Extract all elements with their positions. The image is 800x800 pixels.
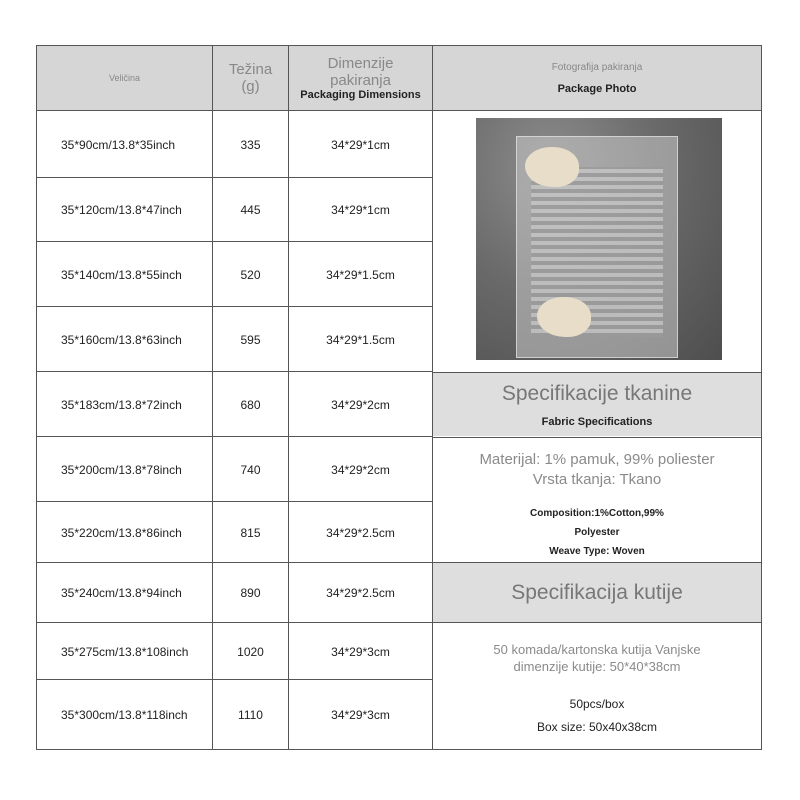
row-size-cell (37, 502, 212, 563)
row-size-cell-text: 35*90cm/13.8*35inch (61, 137, 176, 152)
row-dimensions-cell-text: 34*29*2cm (331, 462, 390, 477)
row-size-cell-text: 35*300cm/13.8*118inch (61, 708, 188, 722)
header-dimensions-cell (289, 46, 432, 110)
table-divider (36, 177, 433, 178)
box-spec-en (433, 692, 761, 740)
row-weight-cell (213, 563, 288, 623)
fabric-composition-en: Composition:1%Cotton,99% (530, 507, 664, 519)
header-weight-cell (213, 46, 288, 110)
row-weight-cell-text: 1110 (238, 708, 263, 722)
row-weight-cell (213, 372, 288, 437)
header-photo-cell (433, 46, 761, 110)
header-weight-label: Težina (g) (228, 61, 273, 95)
row-size-cell (37, 563, 212, 623)
row-dimensions-cell-text: 34*29*2.5cm (326, 525, 395, 540)
box-size-en: Box size: 50x40x38cm (536, 720, 658, 734)
row-size-cell-text: 35*120cm/13.8*47inch (61, 203, 182, 217)
header-photo-label-local: Fotografija pakiranja (551, 61, 643, 73)
row-size-cell (37, 242, 212, 307)
row-size-cell (37, 111, 212, 178)
row-dimensions-cell (289, 307, 432, 372)
table-divider (432, 622, 762, 623)
row-size-cell-text: 35*220cm/13.8*86inch (61, 525, 182, 540)
row-dimensions-cell (289, 372, 432, 437)
table-divider (36, 622, 433, 623)
row-weight-cell (213, 437, 288, 502)
fabric-spec-title-local: Specifikacije tkanine (501, 381, 693, 405)
box-desc-local-2: dimenzije kutije: 50*40*38cm (513, 659, 681, 674)
row-dimensions-cell (289, 111, 432, 178)
row-size-cell-text: 35*140cm/13.8*55inch (61, 267, 182, 282)
row-size-cell-text: 35*183cm/13.8*72inch (61, 397, 182, 412)
row-weight-cell (213, 623, 288, 680)
box-spec-header (433, 563, 761, 622)
fabric-polyester-en: Polyester (574, 526, 620, 538)
row-weight-cell-text: 520 (240, 267, 261, 282)
package-bag-image (516, 136, 678, 358)
row-weight-cell (213, 178, 288, 242)
row-dimensions-cell (289, 242, 432, 307)
row-dimensions-cell (289, 680, 432, 750)
row-weight-cell-text: 740 (240, 462, 261, 477)
table-divider (36, 241, 433, 242)
row-weight-cell-text: 680 (240, 397, 261, 412)
row-dimensions-cell (289, 437, 432, 502)
table-divider (36, 306, 433, 307)
table-divider (432, 562, 762, 563)
table-divider (36, 562, 433, 563)
fabric-weave-local: Vrsta tkanja: Tkano (532, 471, 662, 488)
row-weight-cell (213, 242, 288, 307)
row-dimensions-cell (289, 563, 432, 623)
fabric-spec-header (433, 373, 761, 436)
row-weight-cell-text: 335 (240, 137, 261, 152)
fabric-spec-en (433, 503, 761, 561)
box-pcs-en: 50pcs/box (569, 697, 625, 711)
row-weight-cell (213, 111, 288, 178)
row-size-cell (37, 437, 212, 502)
row-dimensions-cell (289, 502, 432, 563)
row-size-cell (37, 680, 212, 750)
box-spec-title-local: Specifikacija kutije (511, 580, 683, 604)
table-divider (288, 45, 289, 750)
table-divider (432, 372, 762, 373)
row-weight-cell-text: 890 (240, 586, 261, 600)
table-divider (432, 437, 762, 438)
row-weight-cell-text: 445 (240, 203, 261, 217)
fabric-weave-en: Weave Type: Woven (549, 545, 645, 557)
row-dimensions-cell-text: 34*29*1cm (331, 203, 390, 217)
row-size-cell-text: 35*200cm/13.8*78inch (61, 462, 182, 477)
row-size-cell (37, 178, 212, 242)
header-size-cell (37, 46, 212, 110)
row-size-cell-text: 35*240cm/13.8*94inch (61, 586, 182, 600)
table-divider (36, 501, 433, 502)
row-dimensions-cell (289, 623, 432, 680)
row-weight-cell (213, 680, 288, 750)
table-divider (36, 679, 433, 680)
header-size-label: Veličina (108, 73, 141, 83)
row-dimensions-cell-text: 34*29*3cm (331, 644, 390, 659)
box-spec-local (433, 638, 761, 678)
table-divider (36, 110, 433, 111)
row-size-cell (37, 623, 212, 680)
row-size-cell (37, 307, 212, 372)
row-dimensions-cell-text: 34*29*1.5cm (326, 332, 395, 347)
table-divider (432, 110, 762, 111)
header-dimensions-label-local: Dimenzije pakiranja (327, 55, 394, 89)
row-dimensions-cell-text: 34*29*1cm (331, 137, 390, 152)
row-dimensions-cell-text: 34*29*1.5cm (326, 267, 395, 282)
fabric-spec-title-en: Fabric Specifications (541, 415, 653, 428)
row-size-cell-text: 35*160cm/13.8*63inch (61, 332, 182, 347)
header-photo-label-en: Package Photo (557, 82, 637, 95)
fabric-spec-local (433, 448, 761, 492)
row-dimensions-cell-text: 34*29*3cm (331, 708, 390, 722)
row-size-cell-text: 35*275cm/13.8*108inch (61, 644, 189, 659)
table-divider (36, 436, 433, 437)
row-weight-cell-text: 1020 (237, 644, 264, 659)
box-desc-local-1: 50 komada/kartonska kutija Vanjske (493, 642, 701, 657)
table-divider (212, 45, 213, 750)
package-photo (476, 118, 722, 360)
header-dimensions-label-en: Packaging Dimensions (300, 89, 421, 101)
row-weight-cell (213, 307, 288, 372)
row-weight-cell-text: 815 (240, 525, 261, 540)
row-dimensions-cell (289, 178, 432, 242)
table-divider (36, 371, 433, 372)
table-divider (432, 45, 433, 750)
row-dimensions-cell-text: 34*29*2cm (331, 397, 390, 412)
row-weight-cell (213, 502, 288, 563)
row-weight-cell-text: 595 (240, 332, 261, 347)
row-dimensions-cell-text: 34*29*2.5cm (326, 586, 395, 600)
fabric-material-local: Materijal: 1% pamuk, 99% poliester (479, 451, 715, 468)
row-size-cell (37, 372, 212, 437)
